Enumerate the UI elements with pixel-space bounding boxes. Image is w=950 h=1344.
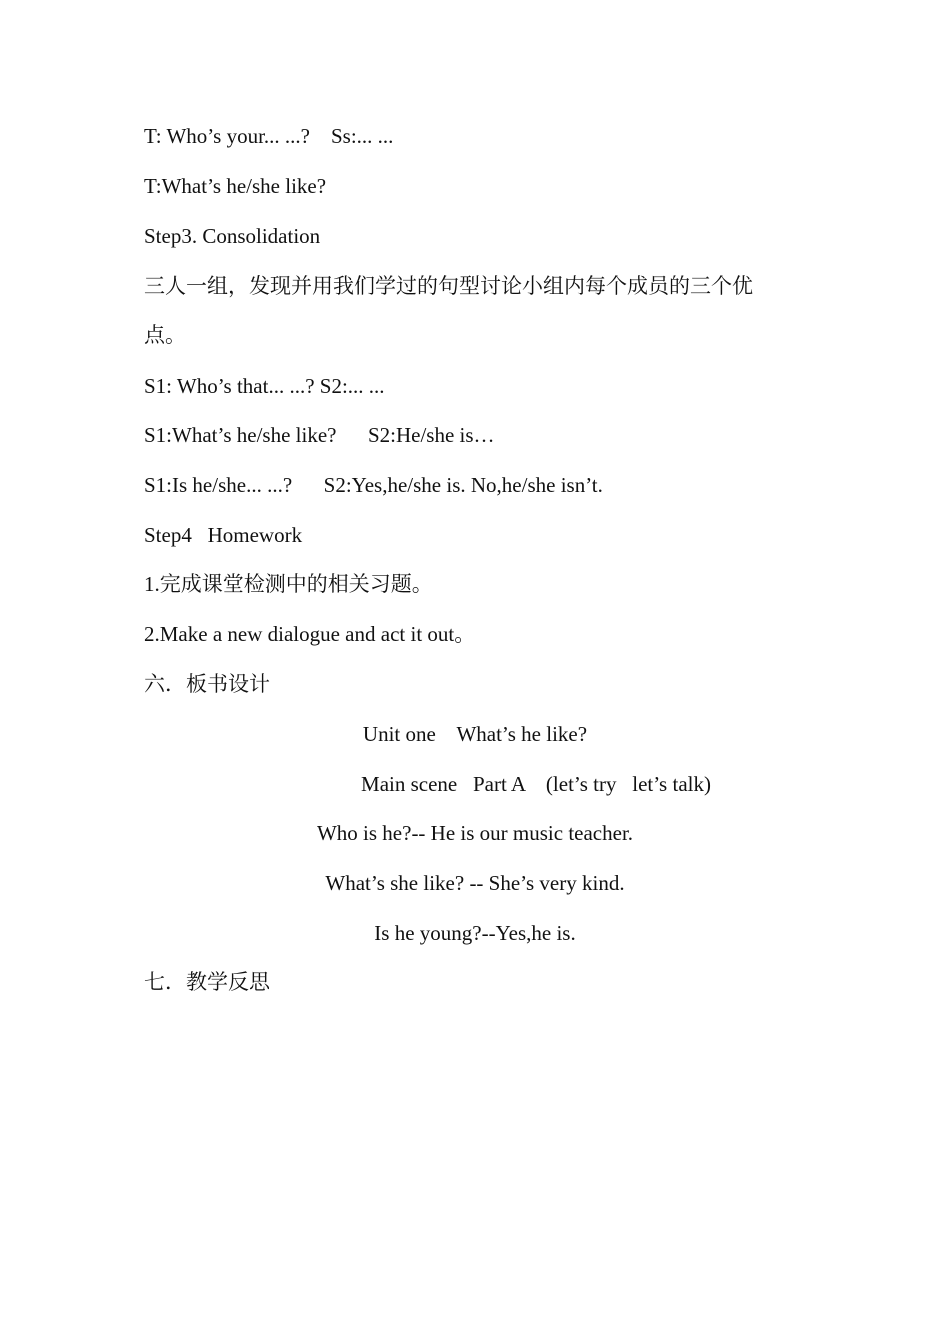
step3-heading: Step3. Consolidation: [144, 224, 321, 248]
section-seven-heading: 七．教学反思: [144, 970, 270, 994]
board-row-2: What’s she like? -- She’s very kind.: [325, 871, 625, 895]
board-row-3: Is he young?--Yes,he is.: [374, 921, 576, 945]
step3-instruction-line1: 三人一组，发现并用我们学过的句型讨论小组内每个成员的三个优: [144, 274, 753, 298]
step4-heading: Step4 Homework: [144, 523, 303, 547]
board-title: Unit one What’s he like?: [362, 722, 588, 746]
step3-instruction-line2: 点。: [144, 323, 186, 347]
board-row-1: Who is he?-- He is our music teacher.: [316, 821, 634, 845]
dialogue-line-s1-who: S1: Who’s that... ...? S2:... ...: [144, 374, 385, 398]
section-six-heading: 六．板书设计: [144, 672, 270, 696]
homework-item-2: 2.Make a new dialogue and act it out。: [144, 622, 476, 646]
homework-item-1: 1.完成课堂检测中的相关习题。: [144, 572, 433, 596]
dialogue-line-s1-is: S1:Is he/she... ...? S2:Yes,he/she is. No,he/she isn’t.: [144, 473, 603, 497]
dialogue-line-teacher-what: T:What’s he/she like?: [144, 174, 327, 198]
board-subtitle: Main scene Part A (let’s try let’s talk): [361, 772, 711, 796]
dialogue-line-teacher-who: T: Who’s your... ...? Ss:... ...: [144, 124, 394, 148]
dialogue-line-s1-what: S1:What’s he/she like? S2:He/she is…: [144, 423, 495, 447]
